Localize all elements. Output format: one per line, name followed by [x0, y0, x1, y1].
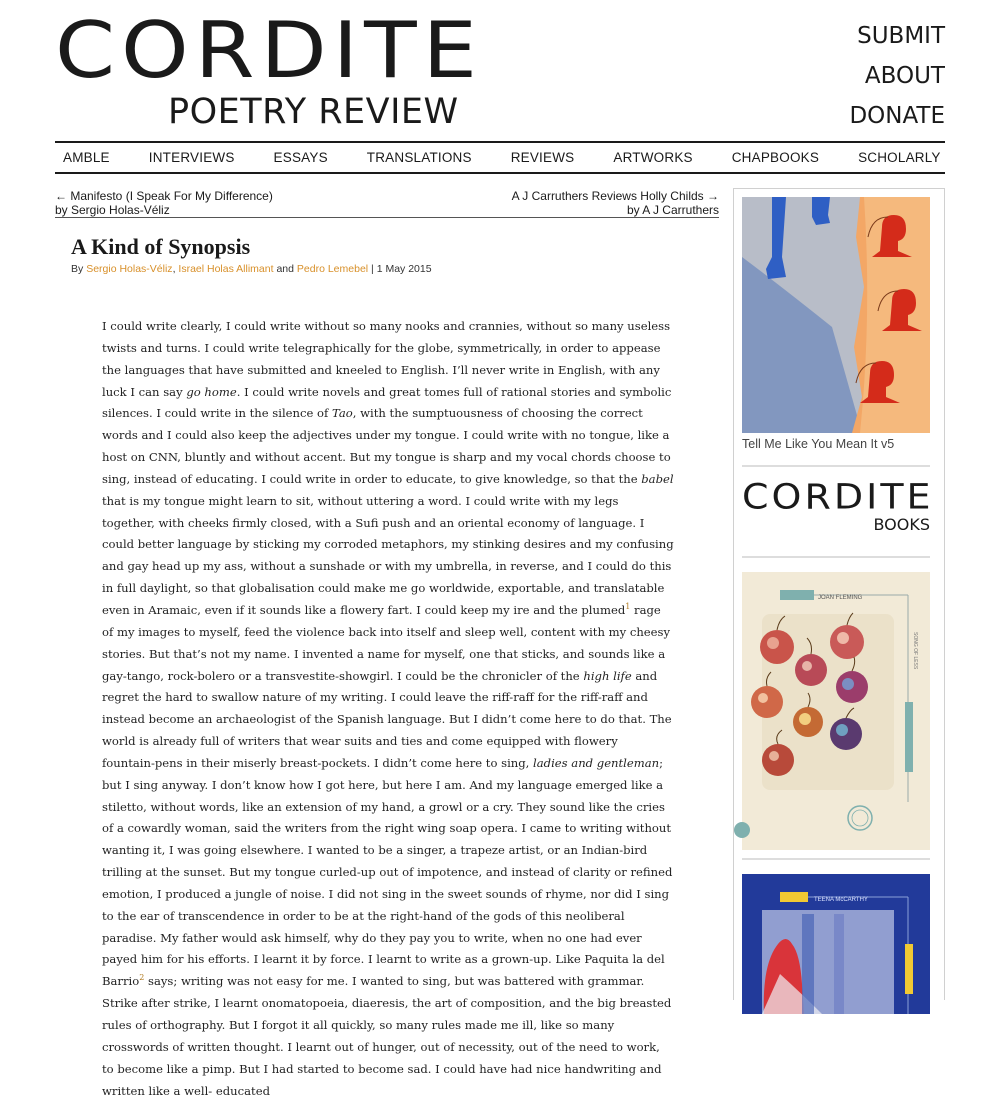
- next-post-title: A J Carruthers Reviews Holly Childs →: [511, 189, 719, 203]
- masthead: [55, 5, 945, 134]
- sidebar-divider: [742, 465, 930, 467]
- book1-title: SONG OF LESS: [912, 632, 918, 670]
- body-text-6: and regret the hard to swallow nature of my writing. I could leave the riff-raff for the riff-raff and instead become an archaeologist of the Spanish language. But I didn’t come here to do that. The world is already full of writers that wear suits and ties and come equipped with flowery fountain-pens in their miserly breast-pockets. I didn’t come here to sing,: [102, 668, 672, 770]
- body-text-2: . I could write novels and great tomes full of rational stories and symbolic silences. I could write in the silence of: [102, 384, 672, 421]
- cordite-books-logo[interactable]: [742, 476, 934, 534]
- nav-item-artworks[interactable]: ARTWORKS: [613, 150, 693, 165]
- next-post-link[interactable]: [512, 189, 719, 217]
- byline-prefix: By: [71, 263, 84, 275]
- book-cover-teena-mccarthy[interactable]: [742, 874, 930, 1014]
- next-post-author: by A J Carruthers: [626, 203, 719, 217]
- body-text-1: I could write clearly, I could write without so many nooks and crannies, without so many useless twists and turns. I could write telegraphically for the globe, symmetrically, in order to appease the languages that have submitted and kneeled to English. I’ll never write in English, with any luck I can say: [102, 319, 671, 399]
- byline-and: and: [276, 263, 294, 275]
- nav-item-essays[interactable]: ESSAYS: [273, 150, 328, 165]
- main-nav: [55, 141, 945, 174]
- body-italic-ladies: ladies and gentleman: [533, 755, 660, 770]
- book1-author: JOAN FLEMING: [818, 595, 863, 601]
- body-italic-tao: Tao: [332, 406, 353, 421]
- nav-item-interviews[interactable]: INTERVIEWS: [148, 150, 235, 165]
- donate-link[interactable]: DONATE: [849, 103, 945, 129]
- publish-date: 1 May 2015: [376, 263, 432, 275]
- featured-artwork-caption[interactable]: Tell Me Like You Mean It v5: [742, 437, 895, 451]
- nav-item-translations[interactable]: TRANSLATIONS: [366, 150, 472, 165]
- author-link-3[interactable]: Pedro Lemebel: [296, 263, 369, 275]
- body-italic-go-home: go home: [186, 384, 237, 399]
- nav-item-scholarly[interactable]: SCHOLARLY: [858, 150, 941, 165]
- book-cover-art: [742, 874, 930, 1014]
- book-cover-song-of-less[interactable]: [742, 572, 930, 850]
- body-text-8: says; writing was not easy for me. I wanted to sing, but was battered with grammar. Strike after strike, I learnt onomatopoeia, diaeresis, the art of composition, and the big breasted rules of orthography. But I forgot it all quickly, so many rules made me ill, like so many crosswords of written thought. I learnt out of hunger, out of necessity, out of the need to work, to become like a pimp. But I had started to become sad. I could have had nice handwriting and written like a well- educated: [102, 974, 672, 1098]
- footnote-1-link[interactable]: 1: [625, 602, 631, 612]
- body-italic-high-life: high life: [583, 668, 632, 683]
- featured-artwork-image[interactable]: [742, 197, 930, 433]
- site-logo-subtitle[interactable]: POETRY REVIEW: [168, 92, 459, 132]
- previous-post-title: ← Manifesto (I Speak For My Difference): [55, 189, 273, 203]
- nav-item-amble[interactable]: AMBLE: [63, 150, 110, 165]
- body-text-5: rage of my images to myself, feed the violence back into itself and sleep well, content with my cheesy stories. But that’s not my name. I invented a name for myself, one that sticks, and sounds like a gay-tango, rock-bolero or a transvestite-showgirl. I could be the chronicler of the: [102, 602, 671, 683]
- cordite-books-logo-main: CORDITE: [742, 476, 934, 517]
- previous-post-author: by Sergio Holas-Véliz: [55, 203, 170, 217]
- author-link-1[interactable]: Sergio Holas-Véliz: [86, 263, 173, 275]
- book-cover-art: [742, 572, 930, 850]
- body-text-4: that is my tongue might learn to sit, without uttering a word. I could write with my legs together, with cheeks firmly closed, with a Sufi push and an oriental economy of language. I could better language by sticking my corroded metaphors, my stinking desires and my confusing and gay head up my ass, without a sunshade or with my umbrella, in reverse, and I could do this in full daylight, so that globalisation could make me go worldwide, exportable, and translatable even in Aramaic, even if it sounds like a flowery fart. I could keep my ire and the plumed: [102, 493, 674, 617]
- author-link-2[interactable]: Israel Holas Allimant: [178, 263, 274, 275]
- sidebar-divider: [742, 858, 930, 860]
- nav-item-chapbooks[interactable]: CHAPBOOKS: [731, 150, 820, 165]
- book2-author: TEENA McCARTHY: [814, 897, 868, 903]
- cordite-books-logo-sub: BOOKS: [873, 515, 930, 534]
- article-body: [102, 316, 674, 1102]
- byline: [71, 263, 432, 275]
- site-logo[interactable]: CORDITE: [55, 5, 483, 96]
- byline-comma: ,: [172, 263, 176, 275]
- footnote-2-link[interactable]: 2: [139, 973, 145, 983]
- post-navigation: [55, 188, 719, 218]
- article-title: A Kind of Synopsis: [71, 234, 251, 259]
- about-link[interactable]: ABOUT: [864, 63, 945, 89]
- sidebar-divider: [742, 556, 930, 558]
- previous-post-link[interactable]: [55, 189, 273, 217]
- submit-link[interactable]: SUBMIT: [857, 23, 945, 49]
- body-italic-babel: babel: [641, 471, 674, 486]
- body-text-7: ; but I sing anyway. I don’t know how I got here, but here I am. And my language emerged like a stiletto, without words, like an extension of my hand, a growl or a cry. They sound like the cries of a cowardly woman, said the writers from the right wing soap opera. I came to writing without wanting it, I was going elsewhere. I wanted to be a singer, a trapeze artist, or an Indian-bird trilling at the sunset. But my tongue curled-up out of impotence, and instead of clarity or refined emotion, I produced a jungle of noise. I did not sing in the sweet sounds of rhyme, nor did I sing to the ear of transcendence in order to be at the right-hand of the gods of this neoliberal paradise. My father would ask himself, why do they pay you to write, when no one had ever payed him for his efforts. I learnt it by force. I learnt to write as a grown-up. Like Paquita la del Barrio: [102, 755, 673, 989]
- artwork-illustration: [742, 197, 930, 433]
- top-links: [849, 16, 945, 136]
- body-text-3: , with the sumptuousness of choosing the correct words and I could also keep the adjectives under my tongue. I could write with no tongue, like a host on CNN, bluntly and without accent. But my tongue is sharp and my vocal chords choose to sing, instead of educating. I could write in order to educate, to give knowledge, so that the: [102, 406, 671, 486]
- nav-item-reviews[interactable]: REVIEWS: [510, 150, 575, 165]
- sidebar: [733, 188, 945, 1000]
- byline-separator: |: [371, 263, 374, 275]
